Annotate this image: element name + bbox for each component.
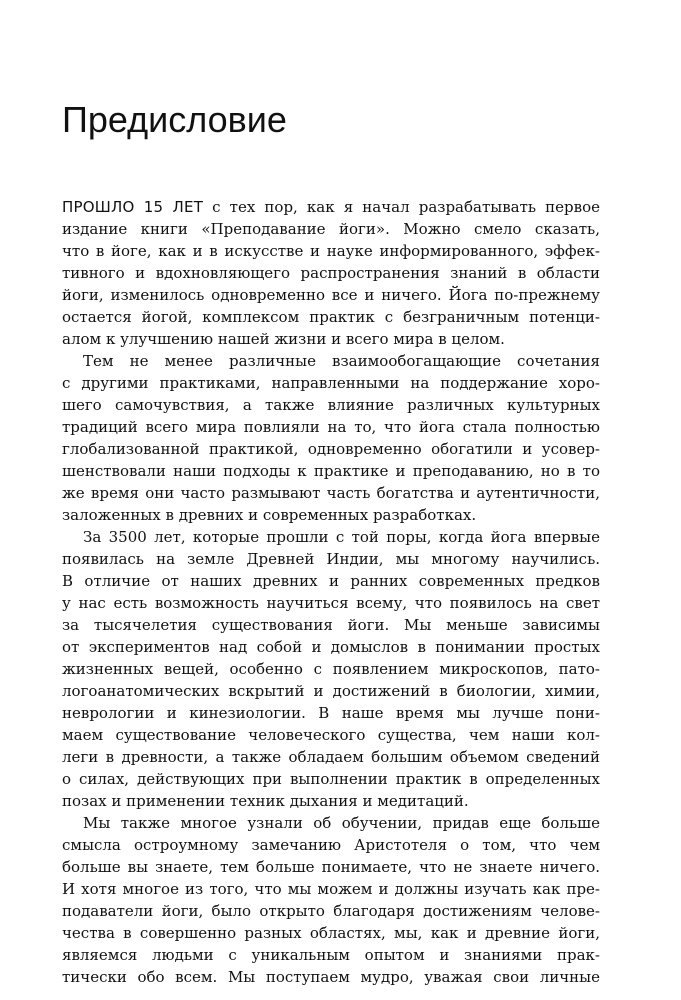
- text-line: ПРОШЛО 15 ЛЕТ с тех пор, как я начал разрабатывать первое: [62, 198, 600, 216]
- text-line: шенствовали наши подходы к практике и преподаванию, но в то: [62, 462, 600, 480]
- text-line: за тысячелетия существования йоги. Мы меньше зависимы: [62, 616, 600, 634]
- text-line: у нас есть возможность научиться всему, что появилось на свет: [62, 594, 600, 612]
- lead-in: ПРОШЛО 15 ЛЕТ: [62, 198, 204, 216]
- text-line: являемся людьми с уникальным опытом и знаниями прак-: [62, 946, 600, 964]
- text-line: от экспериментов над собой и домыслов в понимании простых: [62, 638, 600, 656]
- text-line: жизненных вещей, особенно с появлением микроскопов, пато-: [62, 660, 600, 678]
- body-text: [62, 196, 600, 988]
- text-line: о силах, действующих при выполнении практик в определенных: [62, 770, 600, 788]
- text-line: глобализованной практикой, одновременно обогатили и усовер-: [62, 440, 600, 458]
- text-line: остается йогой, комплексом практик с безграничным потенци-: [62, 308, 600, 326]
- text-line: с другими практиками, направленными на поддержание хоро-: [62, 374, 600, 392]
- text-line: шего самочувствия, а также влияние различных культурных: [62, 396, 600, 414]
- text-line: издание книги «Преподавание йоги». Можно смело сказать,: [62, 220, 600, 238]
- text-line: леги в древности, а также обладаем большим объемом сведений: [62, 748, 600, 766]
- text-line: В отличие от наших древних и ранних современных предков: [62, 572, 600, 590]
- text-line: алом к улучшению нашей жизни и всего мира в целом.: [62, 330, 505, 348]
- text-line: маем существование человеческого существа, чем наши кол-: [62, 726, 600, 744]
- text-line: позах и применении техник дыхания и медитаций.: [62, 792, 469, 810]
- chapter-heading: Предисловие: [62, 99, 287, 140]
- text-line: Тем не менее различные взаимообогащающие сочетания: [83, 352, 600, 370]
- text-line: Мы также многое узнали об обучении, придав еще больше: [83, 814, 600, 832]
- text-line: появилась на земле Древней Индии, мы многому научились.: [62, 550, 600, 568]
- text-line: подаватели йоги, было открыто благодаря достижениям челове-: [62, 902, 600, 920]
- text-line: чества в совершенно разных областях, мы, как и древние йоги,: [62, 924, 600, 942]
- text-line: И хотя многое из того, что мы можем и должны изучать как пре-: [62, 880, 600, 898]
- text-line: логоанатомических вскрытий и достижений в биологии, химии,: [62, 682, 600, 700]
- text-line: заложенных в древних и современных разработках.: [62, 506, 477, 524]
- text-line: традиций всего мира повлияли на то, что йога стала полностью: [62, 418, 600, 436]
- text-line: смысла остроумному замечанию Аристотеля о том, что чем: [62, 836, 600, 854]
- text-line: йоги, изменилось одновременно все и ничего. Йога по-прежнему: [62, 286, 600, 304]
- text-line: что в йоге, как и в искусстве и науке информированного, эффек-: [62, 242, 600, 260]
- text-line: тивного и вдохновляющего распространения знаний в области: [62, 264, 600, 282]
- text-line: неврологии и кинезиологии. В наше время мы лучше пони-: [62, 704, 600, 722]
- text-line: тически обо всем. Мы поступаем мудро, уважая свои личные: [62, 968, 600, 986]
- text-line: же время они часто размывают часть богатства и аутентичности,: [62, 484, 600, 502]
- text-line: больше вы знаете, тем больше понимаете, что не знаете ничего.: [62, 858, 600, 876]
- text-line: За 3500 лет, которые прошли с той поры, когда йога впервые: [83, 528, 600, 546]
